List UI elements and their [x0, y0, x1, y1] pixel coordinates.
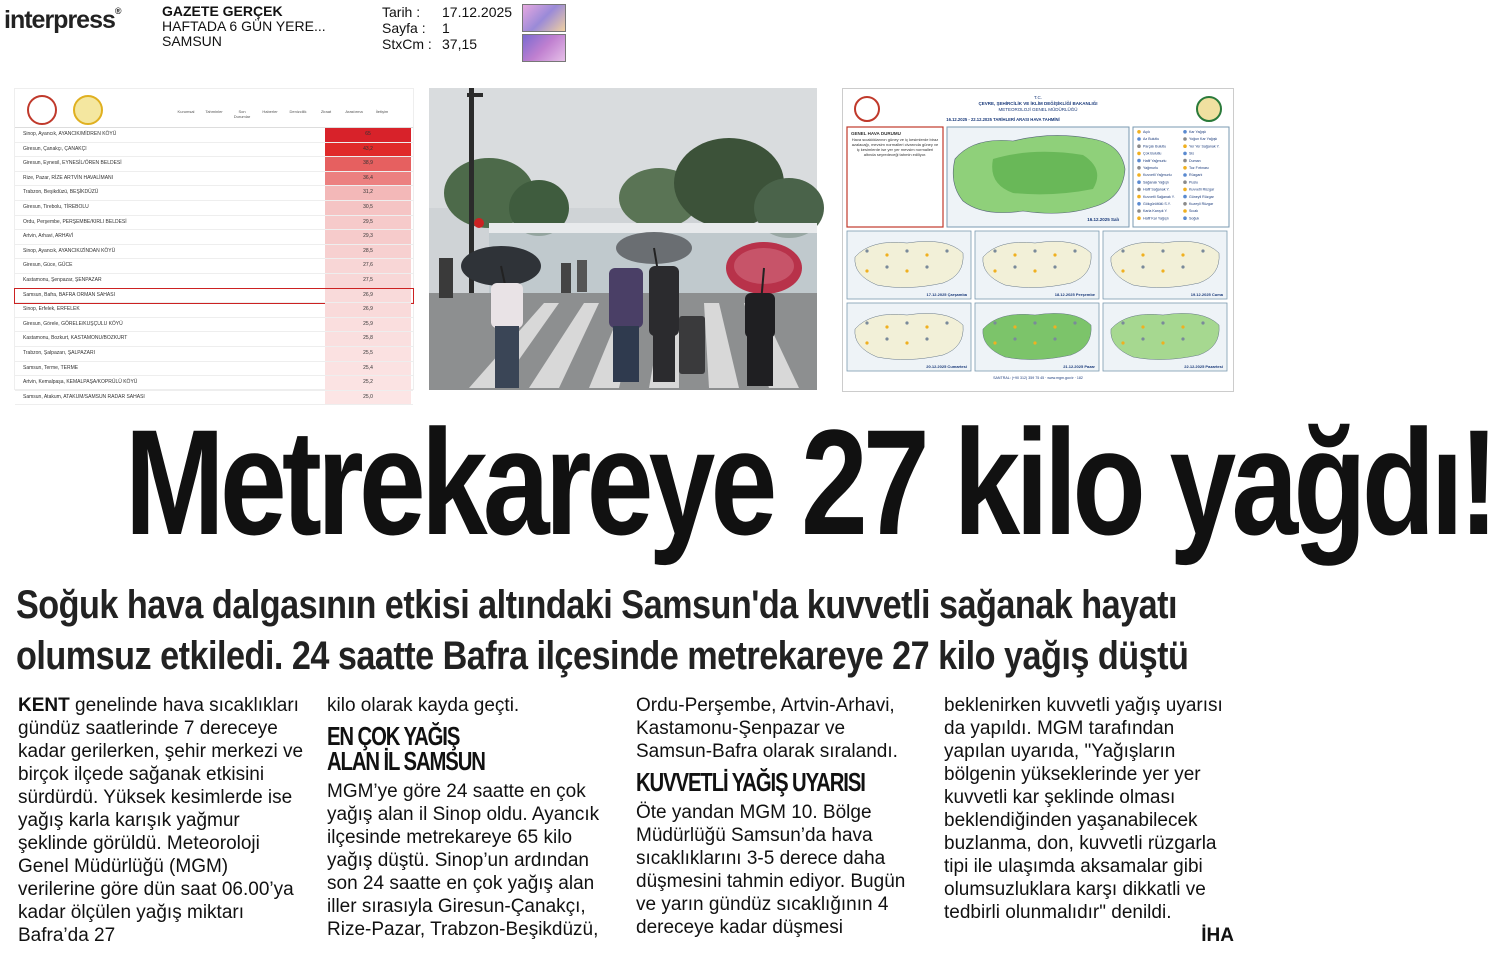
table-row-value: 26,9: [325, 289, 411, 303]
legend-label: Yer Yer Sağanak Y.: [1189, 144, 1220, 149]
legend-icon: [1137, 195, 1141, 199]
logo-text: interpress: [4, 6, 115, 34]
table-row: [15, 376, 413, 391]
table-row-place: Giresun, Çanakçı, ÇANAKÇI: [23, 145, 87, 152]
table-row-value: 29,5: [325, 216, 411, 230]
daily-map: [975, 303, 1099, 371]
table-row-value: 27,5: [325, 274, 411, 288]
legend-icon: [1183, 166, 1187, 170]
legend-icon: [1137, 188, 1141, 192]
legend-label: Az Bulutlu: [1143, 137, 1160, 142]
legend-label: Kuzeyli Rüzgar: [1189, 202, 1214, 206]
daily-map: [847, 231, 971, 299]
ministry-line2: ÇEVRE, ŞEHİRCİLİK VE İKLİM DEĞİŞİKLİĞİ BAKANLIĞI: [978, 101, 1098, 106]
legend-icon: [1183, 152, 1187, 156]
legend-icon: [1137, 144, 1141, 148]
article-column-2: [327, 694, 617, 941]
mgm-seal-icon: [73, 95, 103, 125]
col1-text: genelinde hava sıcaklıkları gündüz saatlerinde 7 dereceye kadar gerilerken, şehir merkezi ve birçok ilçede sağanak etkisini sürdürdü. Yüksek kesimlerde ise yağış karla karışık yağmur şeklinde görüldü. Meteoroloji Genel Müdürlüğü (MGM) verilerine göre dün saat 06.00’ya kadar ölçülen yağış miktarı Bafra’da 27: [18, 695, 304, 946]
col3-text1: Ordu-Perşembe, Artvin-Arhavi, Kastamonu-Şenpazar ve Samsun-Bafra olarak sıralandı.: [636, 695, 898, 762]
legend-label: Kuvvetli Yağmurlu: [1143, 173, 1172, 178]
date-label: Tarih :: [382, 4, 421, 20]
legend-icon: [1137, 173, 1141, 177]
table-row-place: Samsun, Atakum, ATAKUM/SAMSUN RADAR SAHASI: [23, 393, 145, 400]
deck: [16, 580, 1189, 682]
table-row-place: Giresun, Görele, GÖRELE/KUŞÇULU KÖYÜ: [23, 320, 123, 327]
rainfall-table-image: [14, 88, 414, 400]
daily-map: [1103, 231, 1227, 299]
table-row: [15, 303, 413, 318]
subheading-1: [327, 721, 553, 776]
legend-label: Kuvvetli Sağanak Y.: [1143, 194, 1175, 199]
table-row-place: Samsun, Terme, TERME: [23, 364, 79, 371]
toolbar-item: Son Durumlar: [233, 109, 251, 119]
table-row: [15, 347, 413, 362]
ministry-line3: METEOROLOJİ GENEL MÜDÜRLÜĞÜ: [998, 107, 1078, 112]
legend-label: Kuvvetli Rüzgar: [1189, 187, 1215, 192]
table-row-place: Ordu, Perşembe, PERŞEMBE/KIRLI BELDESİ: [23, 218, 127, 225]
publication-frequency: HAFTADA 6 GÜN YERE...: [162, 18, 326, 34]
publication-name: GAZETE GERÇEK: [162, 3, 283, 19]
col3-text2: Öte yandan MGM 10. Bölge Müdürlüğü Samsun’da hava sıcaklıklarını 3-5 derece daha düşmesini tahmin ediyor. Bugün ve yarın gündüz sıcaklığının 4 dereceye kadar düşmesi: [636, 802, 906, 938]
legend-icon: [1183, 209, 1187, 213]
table-row-place: Trabzon, Şalpazarı, ŞALPAZARI: [23, 349, 95, 356]
rainy-street-photo: [429, 88, 817, 390]
table-row: [15, 128, 413, 143]
logo-mark: ®: [114, 6, 121, 16]
legend-label: Sis: [1189, 151, 1194, 156]
mgm-toolbar: [15, 89, 413, 128]
page-thumbnail[interactable]: [522, 4, 566, 32]
daily-map-date: 18.12.2025 Perşembe: [1054, 292, 1095, 297]
legend-label: Çok Bulutlu: [1143, 151, 1162, 156]
col2-text2: MGM’ye göre 24 saatte en çok yağış alan il Sinop oldu. Ayancık ilçesinde metrekareye 65 kilo yağış düştü. Sinop’un ardından son 24 saatte en çok yağış alan iller sırasıyla Giresun-Çanakçı, Rize-Pazar, Trabzon-Beşikdüzü,: [327, 781, 600, 940]
legend-label: Gökgürültülü S.Y.: [1143, 202, 1171, 206]
table-row-value: 26,9: [325, 303, 411, 317]
rainfall-rows: [15, 128, 413, 405]
legend-icon: [1137, 137, 1141, 141]
daily-map-date: 19.12.2025 Cuma: [1190, 292, 1223, 297]
toolbar-item: Arastırma: [345, 109, 363, 114]
legend-label: Açık: [1143, 130, 1150, 134]
publication-info: [162, 4, 326, 49]
legend-label: Karla Karışık Y.: [1143, 209, 1168, 214]
legend-icon: [1137, 202, 1141, 206]
headline: Metrekareye 27 kilo yağdı!: [124, 398, 1494, 566]
legend-icon: [1137, 166, 1141, 170]
table-row-place: Kastamonu, Şenpazar, ŞENPAZAR: [23, 276, 102, 283]
legend-label: Rüzgarlı: [1189, 173, 1203, 178]
table-row: [15, 157, 413, 172]
legend-label: Sıcak: [1189, 209, 1198, 214]
mgm-footer: SANTRAL: (+90 312) 359 75 45 · www.mgm.gov.tr · 182: [993, 376, 1083, 380]
legend-label: Toz Fırtınası: [1189, 166, 1209, 170]
table-row: [15, 259, 413, 274]
legend-icon: [1183, 216, 1187, 220]
table-row-value: 30,5: [325, 201, 411, 215]
legend-label: Güneyli Rüzgar: [1189, 194, 1214, 199]
table-row: [15, 318, 413, 333]
daily-map: [1103, 303, 1227, 371]
legend-label: Hafif Yağmurlu: [1143, 158, 1167, 163]
ministry-seal-icon: [27, 95, 57, 125]
table-row-value: 29,3: [325, 230, 411, 244]
daily-map-date: 20.12.2025 Cumartesi: [926, 364, 967, 369]
table-row-value: 25,4: [325, 362, 411, 376]
subheading-1-line1: EN ÇOK YAĞIŞ: [327, 721, 460, 751]
deck-line2: olumsuz etkiledi. 24 saatte Bafra ilçesinde metrekareye 27 kilo yağış düştü: [16, 634, 1189, 678]
table-row: [15, 245, 413, 260]
size-value: 37,15: [442, 36, 478, 52]
table-row-value: 25,0: [325, 391, 411, 405]
legend-label: Hafif Sağanak Y.: [1143, 187, 1170, 192]
table-row: [15, 201, 413, 216]
table-row-place: Rize, Pazar, RİZE ARTVİN HAVALİMANI: [23, 174, 114, 181]
legend-label: Hafif Kar Yağışlı: [1143, 216, 1169, 221]
page-value: 1: [442, 20, 450, 36]
big-map-date: 16.12.2025 Salı: [1087, 217, 1119, 222]
table-row-place: Sinop, Erfelek, ERFELEK: [23, 306, 80, 313]
table-row: [15, 172, 413, 187]
legend-label: Duman: [1189, 158, 1201, 163]
toolbar-item: İletişim: [375, 109, 389, 114]
date-value: 17.12.2025: [442, 4, 513, 20]
legend-icon: [1137, 180, 1141, 184]
legend-icon: [1183, 180, 1187, 184]
daily-map-date: 17.12.2025 Çarşamba: [926, 292, 967, 297]
table-row-value: 28,5: [325, 245, 411, 259]
table-row-place: Artvin, Kemalpaşa, KEMALPAŞA/KOPRÜLÜ KÖYÜ: [23, 379, 138, 386]
toolbar-item: Denizcilik: [289, 109, 307, 114]
forecast-period: 16.12.2025 - 22.12.2025 TARİHLERİ ARASI HAVA TAHMİNİ: [946, 117, 1060, 122]
table-row: [15, 362, 413, 377]
article-column-3: [636, 694, 926, 939]
table-row-place: Giresun, Eynesil, EYNESİL/ÖREN BELDESİ: [23, 160, 122, 167]
legend-icon: [1137, 130, 1141, 134]
toolbar-icons: [175, 95, 393, 131]
table-row-value: 27,6: [325, 259, 411, 273]
subheading-2: KUVVETLİ YAĞIŞ UYARISI: [636, 767, 865, 797]
page-thumbnails[interactable]: [522, 4, 566, 60]
toolbar-item: Ziraat: [320, 109, 332, 114]
mgm-logo-icon: [1197, 97, 1221, 121]
daily-map: [975, 231, 1099, 299]
table-row-value: 25,8: [325, 332, 411, 346]
table-row-value: 25,2: [325, 376, 411, 390]
table-row-value: 65: [325, 128, 411, 142]
legend-label: Kar Yağışlı: [1189, 130, 1207, 134]
toolbar-item: Tahminler: [205, 109, 223, 114]
table-row-value: 36,4: [325, 172, 411, 186]
toolbar-item: Kurumsal: [177, 109, 195, 114]
table-row: [15, 332, 413, 347]
page-label: Sayfa :: [382, 20, 426, 36]
publication-city: SAMSUN: [162, 33, 222, 49]
table-row-place: Kastamonu, Bozkurt, KASTAMONU/BOZKURT: [23, 335, 128, 342]
table-row-value: 38,9: [325, 157, 411, 171]
table-row: [15, 274, 413, 289]
legend-icon: [1183, 130, 1187, 134]
table-row: [15, 143, 413, 158]
photo-illustration: [429, 88, 817, 390]
daily-map: [847, 303, 971, 371]
col4-text: beklenirken kuvvetli yağış uyarısı da yapıldı. MGM tarafından yapılan uyarıda, "Yağışların bölgenin yükseklerinde yer yer kuvvetli kar şeklinde olması beklendiğinden yaşanabilecek buzlanma, don, kuvvetli rüzgarla tipi ile ulaşımda aksamalar gibi olumsuzluklara karşı dikkatli ve tedbirli olunmalıdır" denildi.: [944, 695, 1223, 923]
agency-credit: İHA: [1201, 925, 1234, 946]
page-thumbnail[interactable]: [522, 34, 566, 62]
legend-icon: [1137, 159, 1141, 163]
table-row: [15, 230, 413, 245]
mgm-weekly-forecast-image: [842, 88, 1234, 392]
legend-icon: [1137, 209, 1141, 213]
deck-line1: Soğuk hava dalgasının etkisi altındaki Samsun'da kuvvetli sağanak hayatı: [16, 583, 1178, 627]
legend-icon: [1183, 202, 1187, 206]
legend-label: Yoğun Kar Yağışlı: [1189, 137, 1218, 142]
toolbar-item: Haberler: [262, 109, 278, 114]
table-row: [15, 186, 413, 201]
clip-meta: [382, 4, 512, 52]
table-row-place: Trabzon, Beşikdüzü, BEŞİKDÜZÜ: [23, 189, 99, 196]
legend-icon: [1183, 173, 1187, 177]
daily-map-date: 21.12.2025 Pazar: [1063, 364, 1095, 369]
article-column-4: [944, 694, 1234, 946]
article-column-1: [18, 694, 308, 947]
daily-map-date: 22.12.2025 Pazartesi: [1184, 364, 1223, 369]
table-row-place: Sinop, Ayancık, AYANCIK/ZİNDAN KÖYÜ: [23, 247, 116, 254]
table-row: [15, 289, 413, 304]
legend-icon: [1183, 195, 1187, 199]
legend-icon: [1183, 137, 1187, 141]
legend-icon: [1183, 188, 1187, 192]
clipping-header: [0, 0, 1248, 70]
lead-word: KENT: [18, 695, 70, 716]
legend-icon: [1137, 216, 1141, 220]
legend-label: Parçalı Bulutlu: [1143, 144, 1167, 149]
forecast-map-graphic: [843, 89, 1233, 391]
table-row-place: Samsun, Bafra, BAFRA ORMAN SAHASI: [23, 291, 115, 298]
table-row-value: 43,2: [325, 143, 411, 157]
table-row-place: Artvin, Arhavi, ARHAVİ: [23, 233, 74, 240]
table-row-place: Giresun, Tirebolu, TİREBOLU: [23, 203, 89, 210]
col2-text1: kilo olarak kayda geçti.: [327, 695, 520, 716]
table-row-value: 25,9: [325, 318, 411, 332]
general-weather-title: GENEL HAVA DURUMU: [851, 131, 901, 136]
subheading-1-line2: ALAN İL SAMSUN: [327, 746, 485, 776]
legend-label: Puslu: [1189, 180, 1198, 185]
legend-label: Yağmurlu: [1143, 166, 1159, 170]
table-row-place: Sinop, Ayancık, AYANCIK/MİDREN KÖYÜ: [23, 131, 117, 137]
table-row-value: 25,5: [325, 347, 411, 361]
table-row-place: Giresun, Gücе, GÜCE: [23, 262, 73, 269]
table-row: [15, 216, 413, 231]
table-row-value: 31,2: [325, 186, 411, 200]
legend-icon: [1137, 152, 1141, 156]
legend-label: Sağanak Yağışlı: [1143, 180, 1169, 185]
size-label: StxCm :: [382, 36, 432, 52]
legend-icon: [1183, 159, 1187, 163]
legend-label: Soğuk: [1189, 216, 1200, 221]
ministry-line1: T.C.: [1033, 95, 1043, 100]
general-weather-text: Hava sıcaklıklarının güney ve iç kesimlerde biraz azalacağı, mevsim normalleri civarında güney ve iç kesimlerde ise yer yer mevsim normalleri altında seyredeceği tahmin ediliyor.: [851, 137, 939, 157]
interpress-logo: [4, 6, 121, 35]
legend-icon: [1183, 144, 1187, 148]
